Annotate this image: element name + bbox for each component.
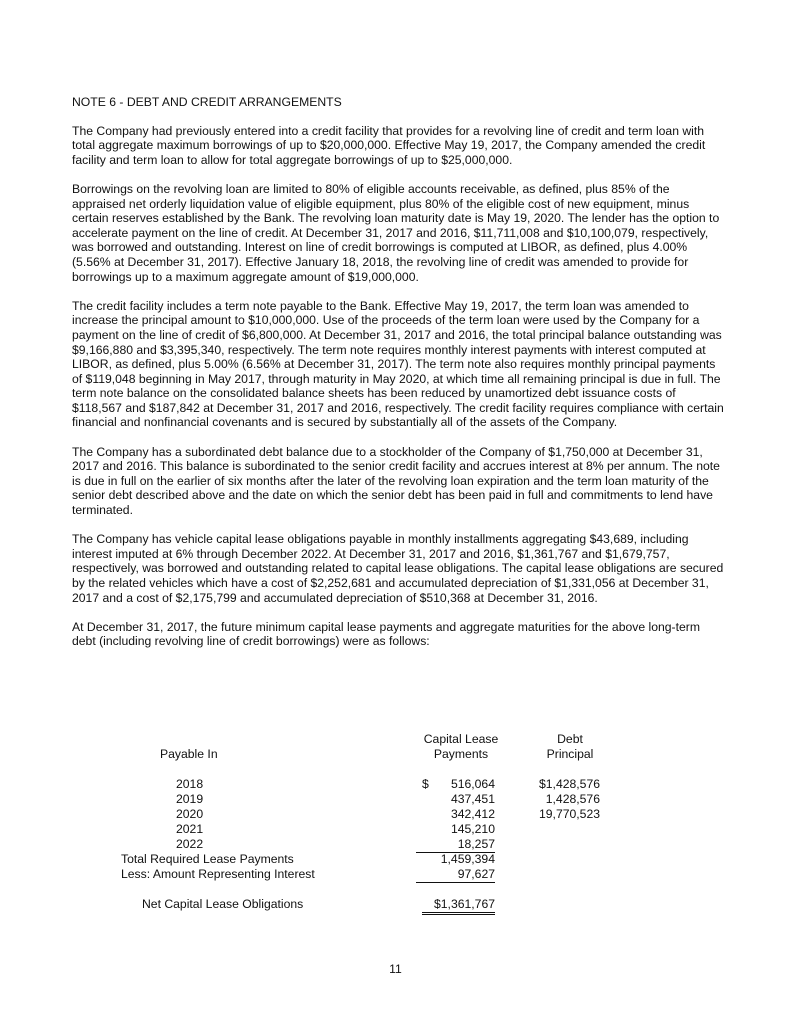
- paragraph-subordinated-debt: The Company has a subordinated debt balance due to a stockholder of the Company of $1,750,000 at December 31, 2017 and 2016. This balance is subordinated to the senior credit facility and accrues interest at 8% per annum. The note is due in full on the earlier of six months after the later of the revolving loan expiration and the term loan maturity of the senior debt described above and the date on which the senior debt has been paid in full and commitments to lend have terminated.: [72, 444, 720, 518]
- total-value: 1,459,394: [440, 852, 495, 866]
- table-row: [72, 792, 724, 807]
- dollar-sign: $: [422, 777, 429, 791]
- row-debt-principal: $1,428,576: [539, 777, 600, 791]
- note-body: [72, 95, 724, 664]
- paragraph-revolving-loan: Borrowings on the revolving loan are limited to 80% of eligible accounts receivable, as defined, plus 85% of the appraised net orderly liquidation value of eligible equipment, plus 80% of the eligible cost of new equipment, minus certain reserves established by the Bank. The revolving loan maturity date is May 19, 2020. The lender has the option to accelerate payment on the line of credit. At December 31, 2017 and 2016, $11,711,008 and $10,100,079, respectively, was borrowed and outstanding. Interest on line of credit borrowings is computed at LIBOR, as defined, plus 4.00% (5.56% at December 31, 2017). Effective January 18, 2018, the revolving line of credit was amended to provide for borrowings up to a maximum aggregate amount of $19,000,000.: [72, 181, 720, 284]
- row-lease-payment: 516,064: [450, 777, 495, 791]
- net-value: $1,361,767: [422, 897, 495, 915]
- row-debt-principal: 19,770,523: [539, 807, 600, 821]
- row-year: 2020: [176, 807, 204, 821]
- header-capital-lease-line2: Payments: [433, 747, 489, 761]
- row-lease-payment: 437,451: [450, 792, 495, 806]
- row-lease-payment: 145,210: [450, 822, 495, 836]
- page-number: 11: [389, 962, 402, 976]
- interest-label: Less: Amount Representing Interest: [121, 867, 315, 881]
- note-title: NOTE 6 - DEBT AND CREDIT ARRANGEMENTS: [72, 95, 342, 109]
- header-debt-line2: Principal: [546, 747, 594, 761]
- table-header: [72, 732, 724, 762]
- table-spacer: [72, 762, 724, 777]
- total-row: [72, 852, 724, 867]
- header-capital-lease-line1: Capital Lease: [423, 732, 499, 746]
- row-year: 2018: [176, 777, 204, 791]
- header-capital-lease: [408, 732, 514, 762]
- table-row: [72, 837, 724, 852]
- table-row: [72, 807, 724, 822]
- interest-row: [72, 867, 724, 882]
- total-label: Total Required Lease Payments: [121, 852, 294, 866]
- paragraph-capital-lease: The Company has vehicle capital lease obligations payable in monthly installments aggregating $43,689, including interest imputed at 6% through December 2022. At December 31, 2017 and 2016, $1,361,767 and $1,679,757, respectively, was borrowed and outstanding related to capital lease obligations. The capital lease obligations are secured by the related vehicles which have a cost of $2,252,681 and accumulated depreciation of $1,331,056 at December 31, 2017 and a cost of $2,175,799 and accumulated depreciation of $510,368 at December 31, 2016.: [72, 532, 724, 605]
- paragraph-term-note: The credit facility includes a term note payable to the Bank. Effective May 19, 2017, the term loan was amended to increase the principal amount to $10,000,000. Use of the proceeds of the term loan were used by the Company for a payment on the line of credit of $6,800,000. At December 31, 2017 and 2016, the total principal balance outstanding was $9,166,880 and $3,395,340, respectively. The term note requires monthly interest payments with interest computed at LIBOR, as defined, plus 5.00% (6.56% at December 31, 2017). The term note also requires monthly principal payments of $119,048 beginning in May 2017, through maturity in May 2020, at which time all remaining principal is due in full. The term note balance on the consolidated balance sheets has been reduced by unamortized debt issuance costs of $118,567 and $187,842 at December 31, 2017 and 2016, respectively. The credit facility requires compliance with certain financial and nonfinancial covenants and is secured by substantially all of the assets of the Company.: [72, 298, 724, 430]
- row-debt-principal: 1,428,576: [545, 792, 600, 806]
- row-year: 2022: [176, 837, 204, 851]
- row-lease-payment: 18,257: [416, 837, 495, 853]
- header-debt-line1: Debt: [557, 732, 583, 746]
- net-label: Net Capital Lease Obligations: [142, 897, 304, 911]
- row-lease-payment: 342,412: [450, 807, 495, 821]
- table-row: [72, 822, 724, 837]
- maturities-table: [72, 732, 724, 912]
- interest-value: 97,627: [416, 867, 495, 883]
- header-payable-in: Payable In: [160, 747, 218, 761]
- table-row: [72, 777, 724, 792]
- row-year: 2021: [176, 822, 204, 836]
- table-spacer: [72, 882, 724, 897]
- header-debt-principal: [532, 732, 608, 762]
- net-row: [72, 897, 724, 912]
- paragraph-credit-facility: The Company had previously entered into a credit facility that provides for a revolving line of credit and term loan with total aggregate maximum borrowings of up to $20,000,000. Effective May 19, 2017, the Company amended the credit facility and term loan to allow for total aggregate borrowings of up to $25,000,000.: [72, 123, 706, 167]
- row-year: 2019: [176, 792, 204, 806]
- paragraph-maturities-intro: At December 31, 2017, the future minimum capital lease payments and aggregate maturities for the above long-term debt (including revolving line of credit borrowings) were as follows:: [72, 619, 700, 649]
